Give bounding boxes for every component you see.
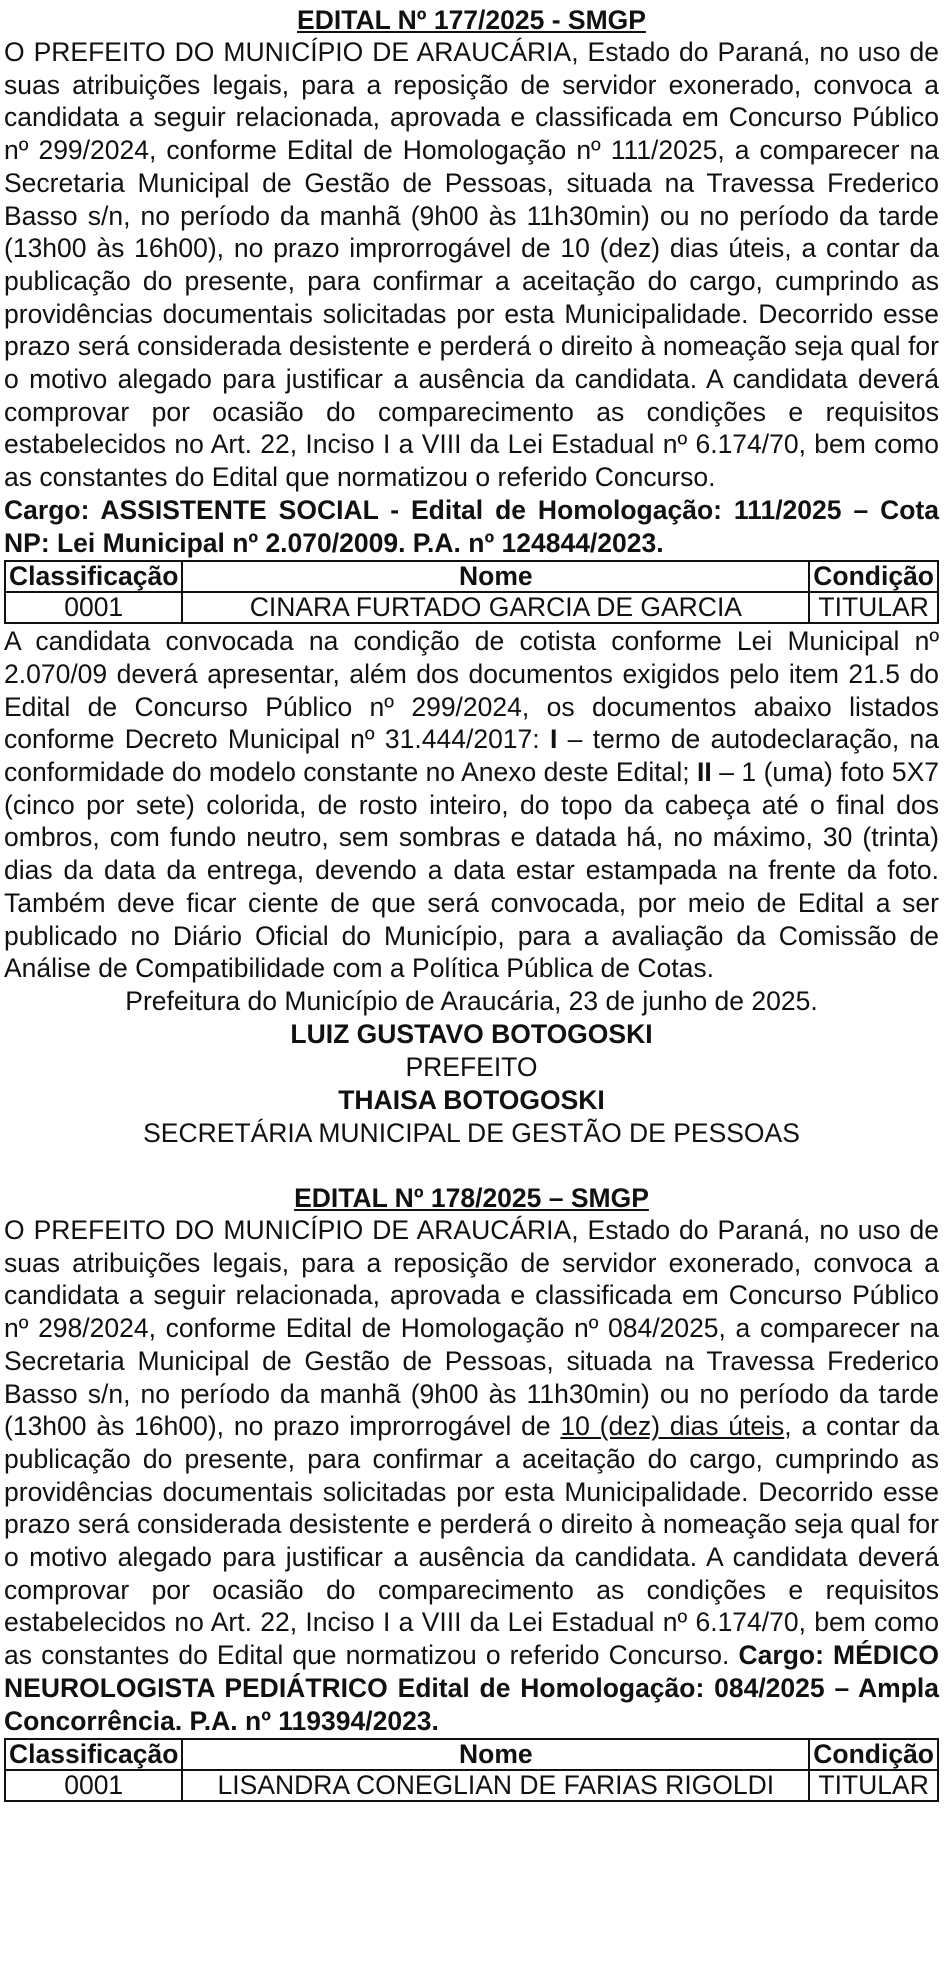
- edital-178-body: [4, 1214, 939, 1737]
- edital-178-cargo: Cargo: MÉDICO NEUROLOGISTA PEDIÁTRICO Edital de Homologação: 084/2025 – Ampla Concorrência. P.A. nº 119394/2023.: [4, 1640, 940, 1736]
- edital-178-deadline: 10 (dez) dias úteis: [560, 1411, 785, 1442]
- cell-nome: LISANDRA CONEGLIAN DE FARIAS RIGOLDI: [182, 1770, 809, 1801]
- cota-item-1-label: I: [549, 724, 558, 755]
- edital-177-table: [4, 560, 939, 624]
- table-row: [5, 1770, 938, 1801]
- signer-1-name: LUIZ GUSTAVO BOTOGOSKI: [290, 1018, 653, 1049]
- place-date: Prefeitura do Município de Araucária, 23 de junho de 2025.: [125, 985, 818, 1016]
- cota-item-2-text: – 1 (uma) foto 5X7 (cinco por sete) colorida, de rosto inteiro, do topo da cabeça até o final dos ombros, com fundo neutro, sem sombras e datada há, no máximo, 30 (trinta) dias da data da entrega, devendo a data estar estampada na frente da foto. Também deve ficar ciente de que será convocada, por meio de Edital a ser publicado no Diário Oficial do Município, para a avaliação da Comissão de Análise de Compatibilidade com a Política Pública de Cotas.: [4, 757, 939, 984]
- section-spacer: [4, 1150, 939, 1182]
- cell-condicao: TITULAR: [809, 1770, 938, 1801]
- header-classificacao: Classificação: [5, 1739, 182, 1770]
- table-header-row: [5, 1739, 938, 1770]
- cota-item-1-text: – termo de autodeclaração, na conformidade do modelo constante no Anexo deste Edital;: [4, 724, 940, 788]
- cell-classificacao: 0001: [5, 1770, 182, 1801]
- edital-178-table: [4, 1738, 939, 1802]
- edital-177-cargo: Cargo: ASSISTENTE SOCIAL - Edital de Homologação: 111/2025 – Cota NP: Lei Municipal nº 2.070/2009. P.A. nº 124844/2023.: [4, 494, 939, 558]
- edital-177-title: EDITAL Nº 177/2025 - SMGP: [297, 5, 646, 35]
- header-nome: Nome: [182, 561, 809, 592]
- header-condicao: Condição: [809, 561, 938, 592]
- cota-intro: A candidata convocada na condição de cotista conforme Lei Municipal nº 2.070/09 deverá apresentar, além dos documentos exigidos pelo item 21.5 do Edital de Concurso Público nº 299/2024, os documentos abaixo listados conforme Decreto Municipal nº 31.444/2017:: [4, 626, 939, 755]
- signer-2-role: SECRETÁRIA MUNICIPAL DE GESTÃO DE PESSOAS: [143, 1117, 800, 1148]
- header-classificacao: Classificação: [5, 561, 182, 592]
- cota-item-2-label: II: [697, 757, 712, 788]
- edital-178-body-part-1: O PREFEITO DO MUNICÍPIO DE ARAUCÁRIA, Estado do Paraná, no uso de suas atribuições legais, para a reposição de servidor exonerado, convoca a candidata a seguir relacionada, aprovada e classificada em Concurso Público nº 298/2024, conforme Edital de Homologação nº 084/2025, a comparecer na Secretaria Municipal de Gestão de Pessoas, situada na Travessa Frederico Basso s/n, no período da manhã (9h00 às 11h30min) ou no período da tarde (13h00 às 16h00), no prazo improrrogável de: [4, 1214, 939, 1442]
- table-row: [5, 592, 938, 623]
- signer-2-name: THAISA BOTOGOSKI: [338, 1084, 605, 1115]
- edital-178-title: EDITAL Nº 178/2025 – SMGP: [294, 1182, 649, 1213]
- edital-178-body-part-2: , a contar da publicação do presente, para confirmar a aceitação do cargo, cumprindo as providências documentais solicitadas por esta Municipalidade. Decorrido esse prazo será considerada desistente e perderá o direito à nomeação seja qual for o motivo alegado para justificar a ausência da candidata. A candidata deverá comprovar por ocasião do comparecimento as condições e requisitos estabelecidos no Art. 22, Inciso I a VIII da Lei Estadual nº 6.174/70, bem como as constantes do Edital que normatizou o referido Concurso.: [4, 1411, 939, 1671]
- edital-177-body: O PREFEITO DO MUNICÍPIO DE ARAUCÁRIA, Estado do Paraná, no uso de suas atribuições legais, para a reposição de servidor exonerado, convoca a candidata a seguir relacionada, aprovada e classificada em Concurso Público nº 299/2024, conforme Edital de Homologação nº 111/2025, a comparecer na Secretaria Municipal de Gestão de Pessoas, situada na Travessa Frederico Basso s/n, no período da manhã (9h00 às 11h30min) ou no período da tarde (13h00 às 16h00), no prazo improrrogável de 10 (dez) dias úteis, a contar da publicação do presente, para confirmar a aceitação do cargo, cumprindo as providências documentais solicitadas por esta Municipalidade. Decorrido esse prazo será considerada desistente e perderá o direito à nomeação seja qual for o motivo alegado para justificar a ausência da candidata. A candidata deverá comprovar por ocasião do comparecimento as condições e requisitos estabelecidos no Art. 22, Inciso I a VIII da Lei Estadual nº 6.174/70, bem como as constantes do Edital que normatizou o referido Concurso.: [4, 37, 939, 493]
- cell-classificacao: 0001: [5, 592, 182, 623]
- header-nome: Nome: [182, 1739, 809, 1770]
- signer-1-role: PREFEITO: [405, 1051, 538, 1082]
- edital-177-cota-text: [4, 625, 939, 985]
- cell-condicao: TITULAR: [809, 592, 938, 623]
- cell-nome: CINARA FURTADO GARCIA DE GARCIA: [182, 592, 809, 623]
- table-header-row: [5, 561, 938, 592]
- header-condicao: Condição: [809, 1739, 938, 1770]
